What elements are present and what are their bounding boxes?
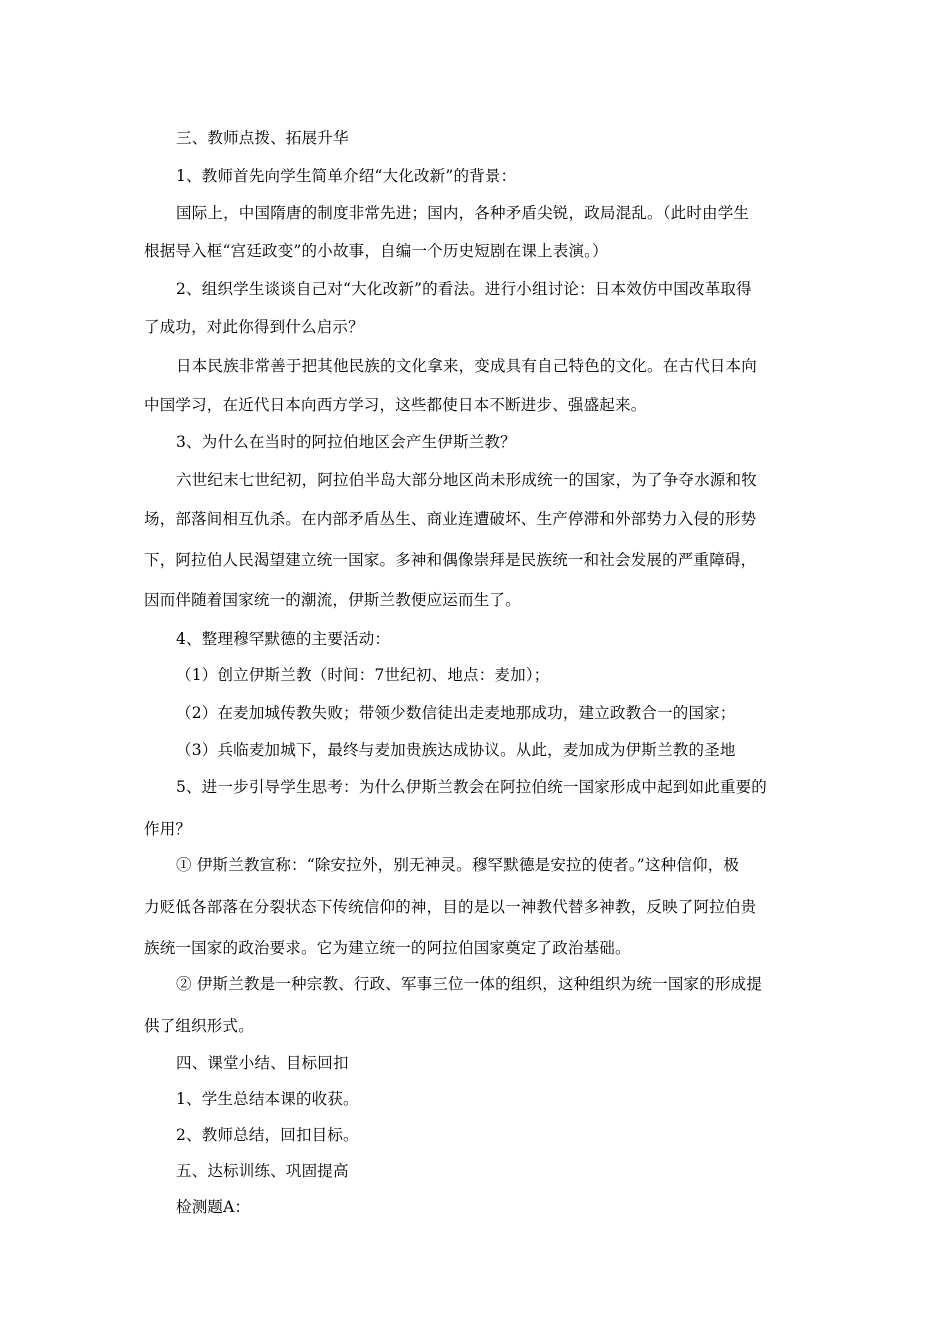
- paragraph-line: 2、组织学生谈谈自己对“大化改新”的看法。进行小组讨论：日本效仿中国改革取得: [176, 280, 752, 298]
- section-heading-4: 四、课堂小结、目标回扣: [176, 1054, 349, 1072]
- paragraph-line: ① 伊斯兰教宣称：“除安拉外，别无神灵。穆罕默德是安拉的使者。”这种信仰，极: [176, 856, 740, 874]
- paragraph-line: 根据导入框“宫廷政变”的小故事，自编一个历史短剧在课上表演。）: [144, 242, 608, 260]
- paragraph-line: 因而伴随着国家统一的潮流，伊斯兰教便应运而生了。: [144, 591, 521, 609]
- list-item: （1）创立伊斯兰教（时间：7世纪初、地点：麦加）；: [176, 666, 550, 684]
- paragraph-line: 日本民族非常善于把其他民族的文化拿来，变成具有自己特色的文化。在古代日本向: [176, 357, 757, 375]
- paragraph-line: 场，部落间相互仇杀。在内部矛盾丛生、商业连遭破坏、生产停滞和外部势力入侵的形势: [144, 510, 757, 528]
- paragraph-line: 5、进一步引导学生思考：为什么伊斯兰教会在阿拉伯统一国家形成中起到如此重要的: [176, 778, 767, 796]
- paragraph-line: 4、整理穆罕默德的主要活动：: [176, 630, 391, 648]
- paragraph-line: 族统一国家的政治要求。它为建立统一的阿拉伯国家奠定了政治基础。: [144, 939, 631, 957]
- paragraph-line: 1、教师首先向学生简单介绍“大化改新”的背景：: [176, 167, 517, 185]
- section-heading-5: 五、达标训练、巩固提高: [176, 1162, 349, 1180]
- paragraph-line: 供了组织形式。: [144, 1017, 254, 1035]
- section-heading-3: 三、教师点拨、拓展升华: [176, 129, 349, 147]
- paragraph-line: 下，阿拉伯人民渴望建立统一国家。多神和偶像崇拜是民族统一和社会发展的严重障碍，: [144, 551, 757, 569]
- paragraph-line: 六世纪末七世纪初，阿拉伯半岛大部分地区尚未形成统一的国家，为了争夺水源和牧: [176, 471, 757, 489]
- list-item: （3）兵临麦加城下，最终与麦加贵族达成协议。从此，麦加成为伊斯兰教的圣地: [176, 741, 736, 759]
- paragraph-line: 1、学生总结本课的收获。: [176, 1090, 359, 1108]
- paragraph-line: 中国学习，在近代日本向西方学习，这些都使日本不断进步、强盛起来。: [144, 396, 647, 414]
- paragraph-line: 国际上，中国隋唐的制度非常先进；国内，各种矛盾尖锐，政局混乱。（此时由学生: [176, 204, 750, 222]
- paragraph-line: 力贬低各部落在分裂状态下传统信仰的神，目的是以一神教代替多神教，反映了阿拉伯贵: [144, 898, 757, 916]
- paragraph-line: 检测题A：: [176, 1198, 251, 1216]
- paragraph-line: 2、教师总结，回扣目标。: [176, 1126, 359, 1144]
- paragraph-line: ② 伊斯兰教是一种宗教、行政、军事三位一体的组织，这种组织为统一国家的形成提: [176, 975, 763, 993]
- paragraph-line: 作用？: [144, 820, 192, 838]
- paragraph-line: 3、为什么在当时的阿拉伯地区会产生伊斯兰教？: [176, 433, 516, 451]
- list-item: （2）在麦加城传教失败；带领少数信徒出走麦地那成功，建立政教合一的国家；: [176, 704, 736, 722]
- paragraph-line: 了成功，对此你得到什么启示？: [144, 318, 364, 336]
